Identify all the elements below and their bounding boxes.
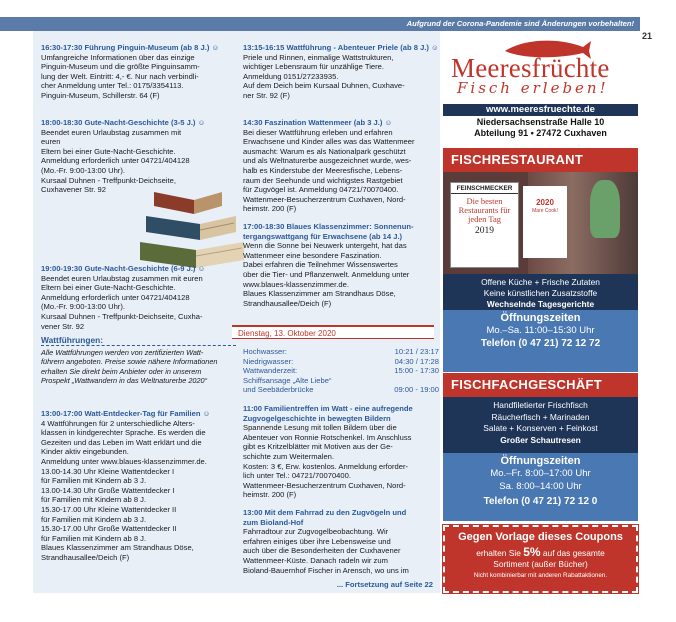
brand-logo: [443, 31, 638, 103]
event-abenteuer-priele: [243, 43, 439, 101]
event-body: Wenn die Sonne bei Neuwerk untergeht, hat das Wattenmeer eine besondere Faszination. Dabei erfahren die Teilnehmer Wissenswertes über die Tier- und Pflanzenwelt. Anmeldung unter www.blaues-klassenzimmer.de. Blaues Klassenzimmer am Strandhaus Döse, Strandhausallee/Deich (F): [243, 241, 410, 308]
event-gute-nacht-1: [41, 118, 236, 195]
discount-coupon: [443, 525, 638, 593]
event-heading: 11:00 Familientreffen im Watt - eine aufregende Zugvogelgeschichte in bewegten Bildern: [243, 404, 413, 423]
wattfuehrungen-title: Wattführungen:: [41, 335, 104, 345]
event-body: Umfangreiche Informationen über das einzige Pinguin-Museum und die größte Pinguinsamm- lung der Welt. Eintritt: 4,- €. Nur nach verbindli- cher Anmeldung unter Tel.: 0175/3354113. Pinguin-Museum, Schillerstr. 64 (F): [41, 52, 200, 100]
feinschmecker-guide: [450, 182, 519, 268]
guide-title: Die besten Restaurants für jeden Tag: [458, 196, 511, 224]
event-heading: 13:00 Mit dem Fahrrad zu den Zugvögeln und zum Bioland-Hof: [243, 508, 407, 527]
logo-title: Meeresfrüchte: [451, 53, 610, 83]
feature-line: Salate + Konserven + Feinkost: [483, 423, 598, 433]
restaurant-photo: [443, 172, 638, 274]
event-heading: 13:00-17:00 Watt-Entdecker-Tag für Familien ☺: [41, 409, 211, 418]
restaurant-hours: [443, 310, 638, 372]
plant-shape: [590, 180, 620, 238]
coupon-scope: Sortiment (außer Bücher): [493, 559, 588, 569]
event-heading: 14:30 Faszination Wattenmeer (ab 3 J.) ☺: [243, 118, 393, 127]
coupon-post: auf das gesamte: [542, 548, 605, 558]
tide-label: Niedrigwasser:: [243, 356, 294, 366]
shop-band: FISCHFACHGESCHÄFT: [443, 373, 638, 397]
event-heading: 13:15-16:15 Wattführung - Abenteuer Priele (ab 8 J.) ☺: [243, 43, 439, 52]
restaurant-phone: Telefon (0 47 21) 72 12 72: [480, 338, 601, 349]
shop-phone: Telefon (0 47 21) 72 12 0: [483, 496, 598, 507]
coupon-offer: [445, 547, 636, 570]
website-url[interactable]: www.meeresfruechte.de: [443, 104, 638, 116]
coupon-fineprint: Nicht kombinierbar mit anderen Rabattaktionen.: [473, 572, 608, 579]
tide-label: Wattwanderzeit:: [243, 366, 298, 376]
coupon-pre: erhalten Sie: [476, 548, 521, 558]
shop-hours: [443, 453, 638, 521]
page-number: 21: [642, 31, 653, 41]
hours-line: Mo.–Fr. 8:00–17:00 Uhr: [490, 468, 591, 479]
event-blaues-klassenzimmer: [243, 222, 439, 308]
event-faszination-wattenmeer: [243, 118, 439, 214]
event-body: Bei dieser Wattführung erleben und erfahren Erwachsene und Kinder alles was das Wattenmeer ausmacht: Warum es als Nationalpark geschützt und als Weltnaturerbe ausgezeichnet wurde, wes- halb es Kinderstube der Meeresfische, Lebens- raum der Seehunde und wichtigstes Rastgebiet für Zugvögel ist. Anmeldung 04721/70070400. Wattenmeer-Besucherzentrum Cuxhaven, Nord- heimstr. 200 (F): [243, 127, 415, 214]
tide-table: [243, 347, 439, 397]
notice-bar: [0, 17, 640, 31]
feature-line: Offene Küche + Frische Zutaten: [481, 277, 600, 287]
feature-line: Handfiletierter Frischfisch: [493, 400, 588, 410]
feature-line: Keine künstlichen Zusatzstoffe: [483, 288, 598, 298]
continued-note: ... Fortsetzung auf Seite 22: [336, 580, 433, 589]
guide-brand: FEINSCHMECKER: [451, 185, 518, 194]
award-name: Mare Cook!: [532, 208, 558, 214]
award-certificate: [523, 186, 567, 258]
event-heading: 19:00-19:30 Gute-Nacht-Geschichte (6-9 J.) ☺: [41, 264, 206, 273]
event-fahrrad-zugvoegel: [243, 508, 439, 575]
feature-line: Wechselnde Tagesgerichte: [486, 299, 595, 309]
tide-value: 15:00 - 17:30: [394, 366, 439, 376]
feature-line: Großer Schautresen: [500, 434, 581, 445]
event-watt-entdecker: [41, 409, 236, 563]
address-line: Abteilung 91 • 27472 Cuxhaven: [474, 128, 607, 138]
section-divider: [41, 345, 236, 346]
hours-title: Öffnungszeiten: [500, 312, 581, 324]
event-listing: [33, 31, 440, 593]
tide-label: Hochwasser:: [243, 347, 287, 356]
hours-line: Sa. 8:00–14:00 Uhr: [499, 481, 582, 492]
logo-tagline: Fisch erleben!: [457, 79, 609, 97]
event-body: Spannende Lesung mit tollen Bildern über die Abenteuer von Ronnie Rotschenkel. Im Anschluss gibt es Kritzelblätter mit Motiven aus der Ge- schichte zum Weitermalen. Kosten: 3 €, Erw. kostenlos. Anmeldung erforder- lich unter Tel.: 04721/70070400. Wattenmeer-Besucherzentrum Cuxhaven, Nord- heimstr. 200 (F): [243, 423, 412, 500]
event-familientreffen: [243, 404, 439, 500]
address: [443, 117, 638, 139]
coupon-title: Gegen Vorlage dieses Coupons: [458, 531, 623, 543]
hours-line: Mo.–Sa. 11:00–15:30 Uhr: [486, 325, 595, 336]
date-header: Dienstag, 13. Oktober 2020: [232, 325, 434, 339]
event-heading: 18:00-18:30 Gute-Nacht-Geschichte (3-5 J.) ☺: [41, 118, 206, 127]
event-body: Beendet euren Urlaubstag zusammen mit euren Eltern bei einer Gute-Nacht-Geschichte. Anmeldung erforderlich unter 04721/404128 (Mo.-Fr. 9:00-13:00 Uhr). Kursaal Duhnen - Treffpunkt-Deichseite, Cuxhavener Str. 92: [41, 127, 190, 195]
event-heading: 16:30-17:30 Führung Pinguin-Museum (ab 8 J.) ☺: [41, 43, 220, 52]
event-gute-nacht-2: [41, 264, 236, 331]
address-line: Niedersachsenstraße Halle 10: [476, 117, 605, 127]
award-year: 2020: [536, 198, 554, 207]
notice-text: Aufgrund der Corona-Pandemie sind Änderungen vorbehalten!: [406, 19, 634, 28]
books-illustration: [136, 186, 251, 276]
guide-year: 2019: [475, 226, 494, 236]
tide-value: 04:30 / 17:28: [394, 356, 439, 366]
coupon-percent: 5%: [523, 545, 541, 559]
hours-title: Öffnungszeiten: [500, 455, 581, 467]
restaurant-band: FISCHRESTAURANT: [443, 148, 638, 172]
tide-value: 10:21 / 23:17: [394, 347, 439, 356]
event-body: Beendet euren Urlaubstag zusammen mit euren Eltern bei einer Gute-Nacht-Geschichte. Anmeldung erforderlich unter 04721/404128 (Mo.-Fr. 9:00-13:00 Uhr). Kursaal Duhnen - Treffpunkt-Deichseite, Cuxha- vener Str. 92: [41, 273, 203, 331]
event-heading: 17:00-18:30 Blaues Klassenzimmer: Sonnenun- tergangswattgang für Erwachsene (ab 14 J.): [243, 222, 414, 241]
feature-line: Räucherfisch + Marinaden: [491, 411, 590, 422]
shop-features: [443, 397, 638, 459]
tide-label: Schiffsansage „Alte Liebe“: [243, 375, 332, 385]
wattfuehrungen-info: Alle Wattführungen werden von zertifizierten Watt- führern angeboten. Preise sowie nähere Informationen erhalten Sie direkt beim Anbieter oder in unserem Prospekt „Wattwandern in das Weltnaturerbe 2020“: [41, 348, 218, 386]
event-body: 4 Wattführungen für 2 unterschiedliche Alters- klassen in kindgerechter Sprache. Es werden die Gezeiten und das Leben im Watt erklärt und die Kinder aktiv eingebunden. Anmeldung unter www.blaues-klassenzimmer.de. 13.00-14.30 Uhr Kleine Wattentdecker I für Familien mit Kindern ab 3 J. 13.00-14.30 Uhr Große Wattentdecker I für Familien mit Kindern ab 8 J. 15.30-17.00 Uhr Kleine Wattentdecker II für Familien mit Kindern ab 3 J. 15.30-17.00 Uhr Große Wattentdecker II für Familien mit Kindern ab 8 J. Blaues Klassenzimmer am Strandhaus Döse, Strandhausallee/Deich (F): [41, 418, 207, 562]
event-body: Priele und Rinnen, einmalige Wattstrukturen, wichtiger Lebensraum für unzählige Tiere. Anmeldung 0151/27233935. Auf dem Deich beim Kursaal Duhnen, Cuxhave- ner Str. 92 (F): [243, 52, 405, 100]
tide-value: 09:00 - 19:00: [394, 385, 439, 395]
event-pinguin-museum: [41, 43, 236, 101]
advertisement: [443, 31, 638, 593]
event-body: Fahrradtour zur Zugvogelbeobachtung. Wir erfahren einiges über ihre Lebensweise und auch über die Besonderheiten der Cuxhavener Wattenmeer-Küste. Danach radeln wir zum Bioland-Bauernhof Fischer in Arensch, wo uns im: [243, 527, 409, 575]
tide-label: und Seebäderbrücke: [243, 385, 314, 395]
